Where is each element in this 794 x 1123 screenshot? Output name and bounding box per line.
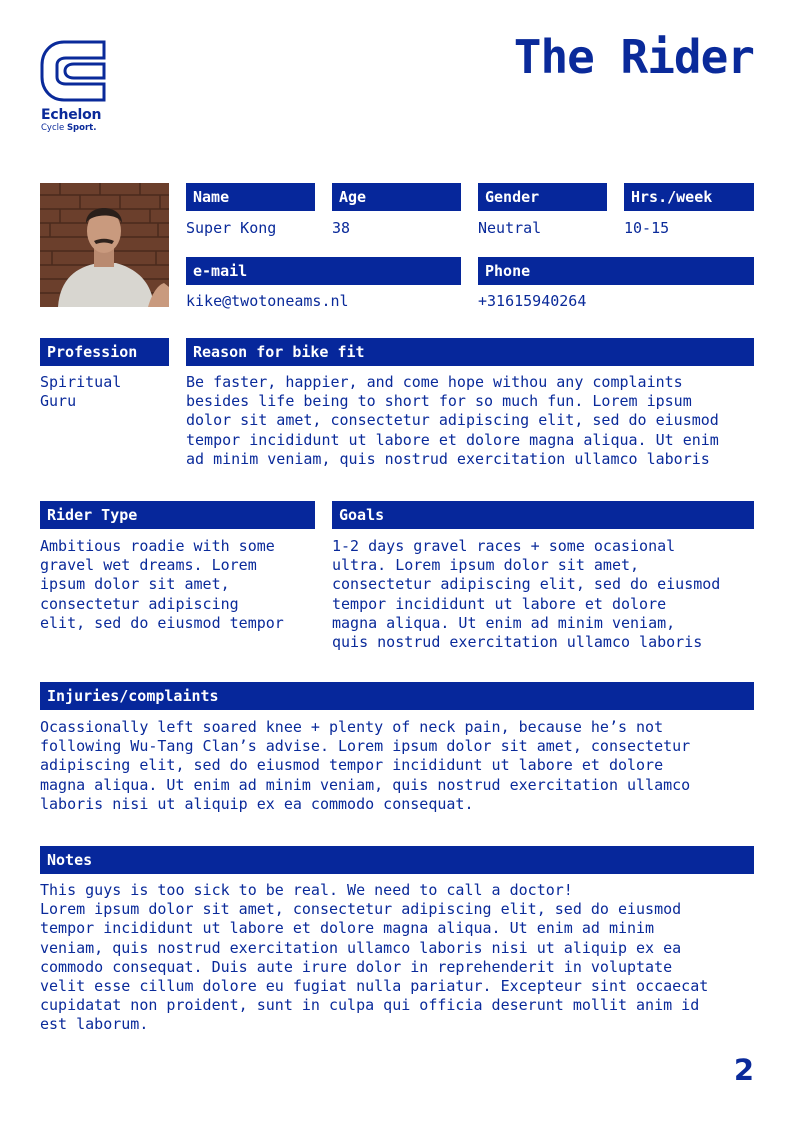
name-value: Super Kong	[186, 219, 277, 237]
age-header: Age	[332, 183, 461, 211]
rider-type-value: Ambitious roadie with some gravel wet dreams. Lorem ipsum dolor sit amet, consectetur adipiscing elit, sed do eiusmod tempor	[40, 537, 284, 632]
echelon-logo-icon	[40, 40, 106, 102]
rider-type-header: Rider Type	[40, 501, 315, 529]
email-header: e-mail	[186, 257, 461, 285]
page-title: The Rider	[513, 30, 754, 84]
hours-value: 10-15	[624, 219, 670, 237]
notes-header: Notes	[40, 846, 754, 874]
phone-value: +31615940264	[478, 292, 587, 310]
name-header: Name	[186, 183, 315, 211]
notes-value: This guys is too sick to be real. We need to call a doctor! Lorem ipsum dolor sit amet, consectetur adipiscing elit, sed do eiusmod tempor incididunt ut labore et dolore magna aliqua. Ut enim ad minim veniam, quis nostrud exercitation ullamco laboris nisi ut aliquip ex ea commodo consequat. Duis aute irure dolor in reprehenderit in voluptate velit esse cillum dolore eu fugiat nulla pariatur. Excepteur sint occaecat cupidatat non proident, sunt in culpa qui officia deserunt mollit anim id est laborum.	[40, 881, 709, 1034]
injuries-header: Injuries/complaints	[40, 682, 754, 710]
gender-value: Neutral	[478, 219, 542, 237]
reason-value: Be faster, happier, and come hope withou any complaints besides life being to short for so much fun. Lorem ipsum dolor sit amet, consectetur adipiscing elit, sed do eiusmod tempor incididunt ut labore et dolore magna aliqua. Ut enim ad minim veniam, quis nostrud exercitation ullamco laboris	[186, 373, 719, 468]
brand-tagline	[41, 123, 96, 133]
reason-header: Reason for bike fit	[186, 338, 754, 366]
page-number: 2	[733, 1053, 754, 1087]
goals-header: Goals	[332, 501, 754, 529]
brand-name: Echelon	[41, 107, 102, 123]
hours-header: Hrs./week	[624, 183, 754, 211]
rider-photo-image	[40, 183, 169, 307]
gender-header: Gender	[478, 183, 607, 211]
phone-header: Phone	[478, 257, 754, 285]
age-value: 38	[332, 219, 351, 237]
brand-tagline-prefix: Cycle	[41, 123, 67, 133]
profession-header: Profession	[40, 338, 169, 366]
profession-value: Spiritual Guru	[40, 373, 122, 411]
injuries-value: Ocassionally left soared knee + plenty of neck pain, because he’s not following Wu-Tang Clan’s advise. Lorem ipsum dolor sit amet, consectetur adipiscing elit, sed do eiusmod tempor incididunt ut labore et dolore magna aliqua. Ut enim ad minim veniam, quis nostrud exercitation ullamco laboris nisi ut aliquip ex ea commodo consequat.	[40, 718, 691, 813]
email-value: kike@twotoneams.nl	[186, 292, 349, 310]
rider-photo	[40, 183, 169, 307]
brand-tagline-bold: Sport.	[66, 123, 97, 133]
goals-value: 1-2 days gravel races + some ocasional ultra. Lorem ipsum dolor sit amet, consectetur adipiscing elit, sed do eiusmod tempor incididunt ut labore et dolore magna aliqua. Ut enim ad minim veniam, quis nostrud exercitation ullamco laboris	[332, 537, 721, 652]
